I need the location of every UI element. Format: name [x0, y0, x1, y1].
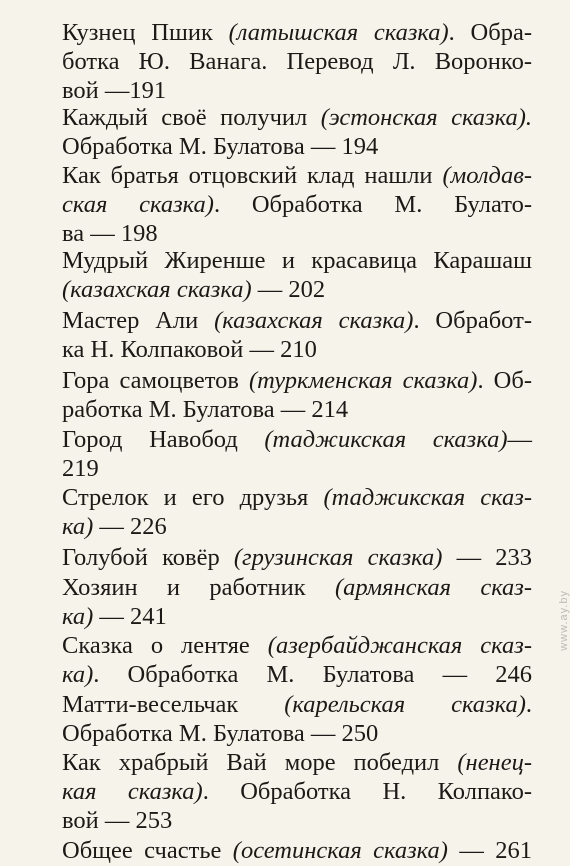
- toc-entry: [62, 543, 532, 572]
- toc-entry-line: [62, 306, 532, 335]
- entry-text: — 226: [93, 513, 167, 540]
- entry-text: . Обработка М. Булато-: [213, 191, 532, 218]
- toc-entry-line: [62, 76, 532, 105]
- toc-entry: [62, 483, 532, 541]
- tale-origin: (туркменская сказка): [249, 367, 478, 394]
- entry-text: . Об-: [477, 367, 532, 394]
- tale-origin: (молдав-: [442, 162, 532, 189]
- entry-text: Стрелок и его друзья: [62, 484, 324, 511]
- toc-entry-line: [62, 512, 532, 541]
- toc-entry-line: [62, 395, 532, 424]
- toc-entry-line: [62, 425, 532, 454]
- tale-origin: (таджикская сказ-: [323, 484, 532, 511]
- entry-text: Обработка М. Булатова — 194: [62, 133, 379, 160]
- tale-origin: (карельская сказка): [284, 691, 526, 718]
- toc-entry: [62, 366, 532, 424]
- entry-text: Как храбрый Вай море победил: [62, 749, 458, 776]
- entry-text: Хозяин и работник: [62, 574, 336, 601]
- entry-text: Как братья отцовский клад нашли: [62, 162, 443, 189]
- toc-entry-line: [62, 631, 532, 660]
- toc-entry-line: [62, 219, 532, 248]
- toc-entry: [62, 425, 532, 483]
- toc-entry-line: [62, 454, 532, 483]
- toc-entry: [62, 573, 532, 631]
- toc-entry: [62, 246, 532, 304]
- entry-text: Город Навобод: [62, 426, 265, 453]
- toc-entry-line: [62, 335, 532, 364]
- entry-text: ка Н. Колпаковой — 210: [62, 336, 317, 363]
- entry-text: . Обра-: [448, 19, 532, 46]
- entry-text: . Обработ-: [413, 307, 532, 334]
- toc-entry-line: [62, 103, 532, 132]
- entry-text: Мастер Али: [62, 307, 215, 334]
- toc-entry-line: [62, 366, 532, 395]
- tale-origin: (казахская сказка): [214, 307, 414, 334]
- tale-origin: ка): [62, 603, 94, 630]
- toc-entry-line: [62, 777, 532, 806]
- toc-entry-line: [62, 190, 532, 219]
- tale-origin: (армянская сказ-: [335, 574, 533, 601]
- entry-text: ва — 198: [62, 220, 158, 247]
- entry-text: Кузнец Пшик: [62, 19, 229, 46]
- toc-entry-line: [62, 132, 532, 161]
- toc-entry: [62, 631, 532, 689]
- toc-entry-line: [62, 602, 532, 631]
- tale-origin: (эстонская сказка).: [320, 104, 532, 131]
- entry-text: Обработка М. Булатова — 250: [62, 720, 379, 747]
- entry-text: — 261: [447, 837, 533, 864]
- toc-entry-line: [62, 483, 532, 512]
- entry-text: Общее счастье: [62, 837, 233, 864]
- entry-text: .: [525, 691, 532, 718]
- toc-entry-line: [62, 660, 532, 689]
- tale-origin: кая сказка): [62, 778, 203, 805]
- toc-entry-line: [62, 275, 532, 304]
- entry-text: Каждый своё получил: [62, 104, 321, 131]
- tale-origin: ка): [62, 513, 94, 540]
- entry-text: — 241: [93, 603, 167, 630]
- toc-entry-line: [62, 806, 532, 835]
- entry-text: вой —191: [62, 77, 167, 104]
- toc-entry: [62, 748, 532, 835]
- tale-origin: ка): [62, 661, 94, 688]
- toc-entry-line: [62, 47, 532, 76]
- tale-origin: ская сказка): [62, 191, 214, 218]
- toc-entry-line: [62, 748, 532, 777]
- entry-text: работка М. Булатова — 214: [62, 396, 349, 423]
- toc-entry: [62, 18, 532, 105]
- toc-entry: [62, 690, 532, 748]
- entry-text: Голубой ковёр: [62, 544, 234, 571]
- toc-entry-line: [62, 18, 532, 47]
- tale-origin: (таджикская сказка): [264, 426, 508, 453]
- toc-entry-line: [62, 573, 532, 602]
- toc-entry: [62, 103, 532, 161]
- tale-origin: (ненец-: [457, 749, 532, 776]
- entry-text: 219: [62, 455, 99, 482]
- toc-entry-line: [62, 161, 532, 190]
- tale-origin: (грузинская сказка): [233, 544, 443, 571]
- entry-text: . Обработка М. Булатова — 246: [93, 661, 532, 688]
- entry-text: Матти-весельчак: [62, 691, 285, 718]
- tale-origin: (азербайджанская сказ-: [267, 632, 532, 659]
- toc-entry-line: [62, 543, 532, 572]
- tale-origin: (осетинская сказка): [232, 837, 448, 864]
- toc-entry: [62, 306, 532, 364]
- entry-text: — 202: [251, 276, 326, 303]
- entry-text: ботка Ю. Ванага. Перевод Л. Воронко-: [62, 48, 532, 75]
- entry-text: . Обработка Н. Колпако-: [202, 778, 533, 805]
- toc-entry-line: [62, 246, 532, 275]
- entry-text: вой — 253: [62, 807, 173, 834]
- toc-entry-line: [62, 690, 532, 719]
- tale-origin: (казахская сказка): [62, 276, 252, 303]
- toc-entry: [62, 161, 532, 248]
- toc-entry-line: [62, 719, 532, 748]
- entry-text: Сказка о лентяе: [62, 632, 268, 659]
- entry-text: —: [507, 426, 532, 453]
- entry-text: — 233: [442, 544, 532, 571]
- toc-entry-line: [62, 836, 532, 865]
- tale-origin: (латышская сказка): [228, 19, 449, 46]
- entry-text: Мудрый Жиренше и красавица Карашаш: [62, 247, 532, 274]
- watermark: www.ay.by: [558, 590, 570, 651]
- entry-text: Гора самоцветов: [62, 367, 250, 394]
- toc-entry: [62, 836, 532, 865]
